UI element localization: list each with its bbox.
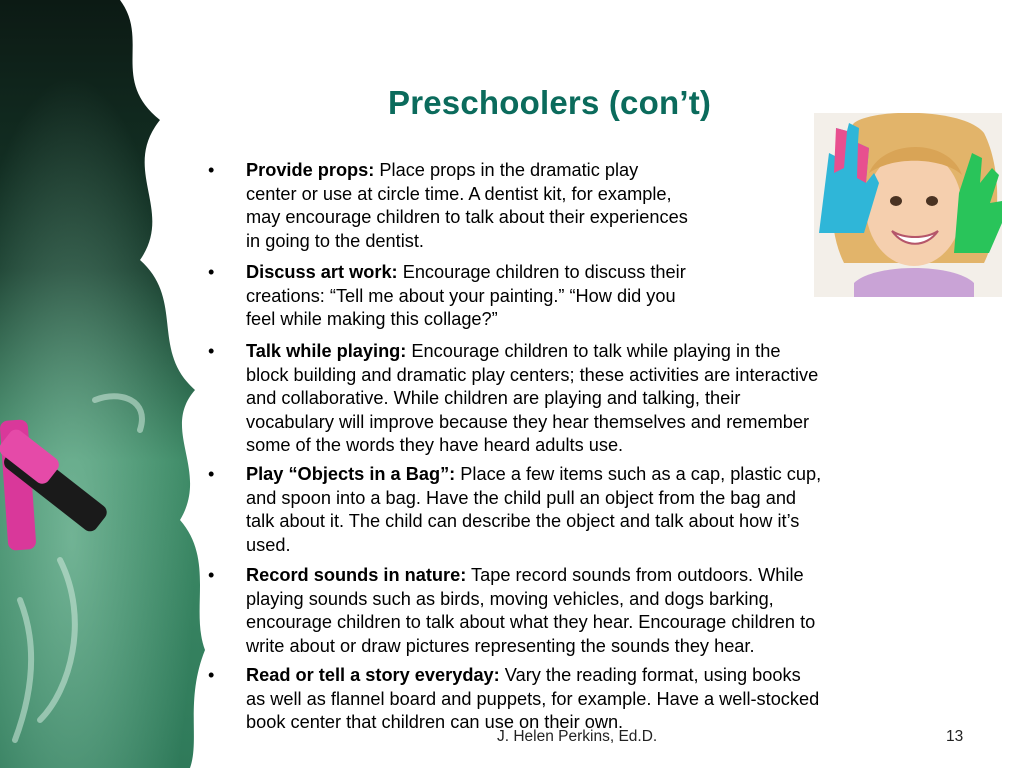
bullet-line: some of the words they have heard adults use. — [246, 435, 624, 456]
bullet-marker: • — [208, 464, 215, 484]
bullet-heading: Record sounds in nature: — [246, 565, 467, 585]
bullet-text — [246, 261, 806, 332]
bullet-line: in going to the dentist. — [246, 230, 424, 251]
bullet-body: Encourage children to discuss their — [402, 262, 686, 282]
bullet-heading: Read or tell a story everyday: — [246, 665, 500, 685]
bullet-line: vocabulary will improve because they hear themselves and remember — [246, 411, 810, 432]
bullet-line: block building and dramatic play centers; these activities are interactive — [246, 364, 819, 385]
bullet-line: center or use at circle time. A dentist kit, for example, — [246, 183, 672, 204]
footer-author: J. Helen Perkins, Ed.D. — [497, 728, 658, 745]
bullet-body: Vary the reading format, using books — [504, 665, 801, 685]
bullet-text — [246, 159, 806, 253]
bullet-line: creations: “Tell me about your painting.” “How did you — [246, 285, 676, 306]
bullet-text — [246, 664, 974, 735]
bullet-line: book center that children can use on their own. — [246, 712, 624, 733]
bullet-marker: • — [208, 565, 215, 585]
bullet-line: may encourage children to talk about their experiences — [246, 207, 688, 228]
bullet-line: playing sounds such as birds, moving vehicles, and dogs barking, — [246, 588, 774, 609]
bullet-text — [246, 340, 974, 458]
bullet-line: used. — [246, 534, 291, 555]
bullet-heading: Play “Objects in a Bag”: — [246, 464, 456, 484]
bullet-text — [246, 463, 974, 557]
bullet-line: as well as flannel board and puppets, for example. Have a well-stocked — [246, 688, 820, 709]
bullet-body: Tape record sounds from outdoors. While — [471, 565, 804, 585]
bullet-marker: • — [208, 665, 215, 685]
bullet-body: Place a few items such as a cap, plastic cup, — [460, 464, 822, 484]
bullet-heading: Provide props: — [246, 160, 375, 180]
bullet-marker: • — [208, 262, 215, 282]
bullet-line: encourage children to talk about what they hear. Encourage children to — [246, 612, 816, 633]
bullet-heading: Talk while playing: — [246, 341, 407, 361]
bullet-body: Place props in the dramatic play — [379, 160, 639, 180]
bullet-line: and collaborative. While children are playing and talking, their — [246, 388, 741, 409]
slide-title: Preschoolers (con’t) — [388, 84, 712, 122]
bullet-marker: • — [208, 160, 215, 180]
bullet-text — [246, 564, 974, 658]
bullet-line: and spoon into a bag. Have the child pull an object from the bag and — [246, 487, 797, 508]
bullet-line: write about or draw pictures representing the sounds they hear. — [246, 635, 755, 656]
bullet-body: Encourage children to talk while playing in the — [411, 341, 781, 361]
slide-number: 13 — [946, 728, 964, 745]
bullet-heading: Discuss art work: — [246, 262, 398, 282]
bullet-line: feel while making this collage?” — [246, 309, 498, 330]
bullet-line: talk about it. The child can describe the object and talk about how it’s — [246, 511, 800, 532]
bullet-marker: • — [208, 341, 215, 361]
